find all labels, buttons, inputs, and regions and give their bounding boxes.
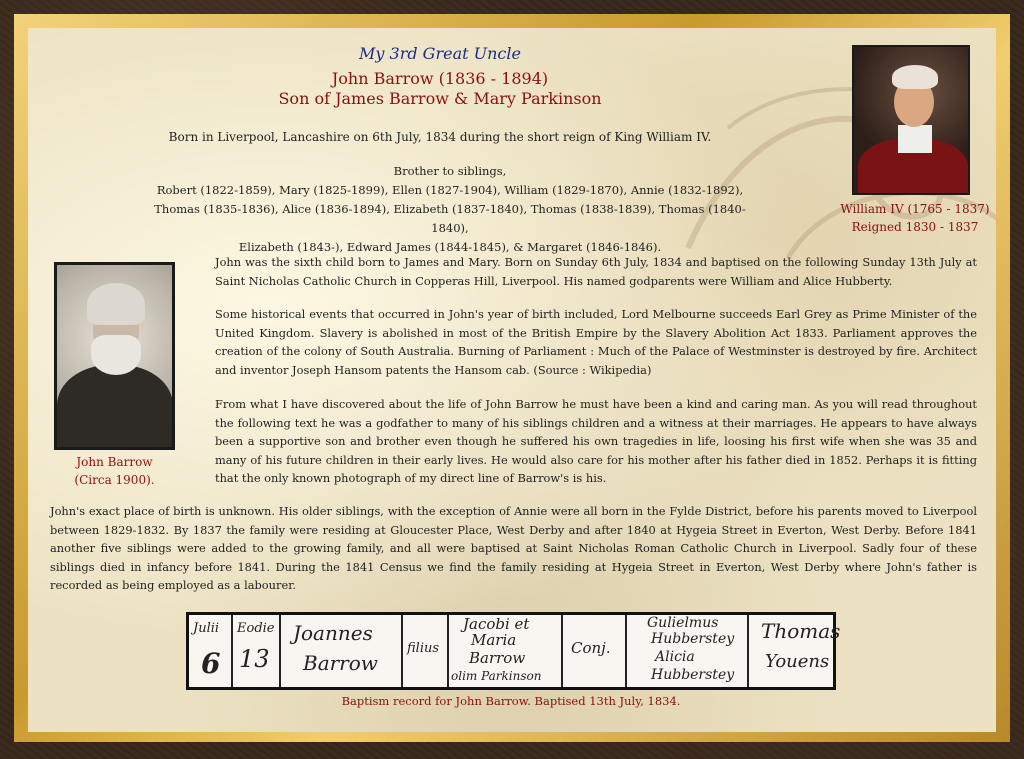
record-baptism-day: 13 (239, 645, 270, 673)
record-godfather-surname: Hubberstey (651, 631, 735, 647)
record-child-name: Joannes (293, 621, 373, 645)
record-mother-maiden: olim Parkinson (451, 669, 542, 683)
record-godmother-surname: Hubberstey (651, 667, 735, 683)
heading-name: John Barrow (1836 - 1894) (331, 69, 549, 88)
siblings-line: Elizabeth (1843-), Edward James (1844-1845), & Margaret (1846-1846). (238, 240, 662, 254)
record-godmother: Alicia (655, 649, 695, 665)
john-barrow-caption (54, 453, 175, 489)
baptism-record-caption: Baptism record for John Barrow. Baptised 13th July, 1834. (341, 694, 681, 708)
siblings-intro: Brother to siblings, (393, 164, 507, 178)
record-father: Jacobi et (463, 615, 530, 633)
record-month: Julii (193, 621, 220, 636)
baptism-record-image (186, 612, 841, 690)
record-filius: filius (407, 641, 440, 656)
john-barrow-photo (54, 262, 175, 450)
paragraph-family-residence: John's exact place of birth is unknown. His older siblings, with the exception of Annie were all born in the Fylde District, before his parents moved to Liverpool between 1829-1832. By 1837 the family were residing at Gloucester Place, West Derby and after 1840 at Hygeia Street in Everton, West Derby. Before 1841 another five siblings were added to the growing family, and all were baptised at Saint Nicholas Roman Catholic Church in Liverpool. Sadly four of these siblings died in infancy before 1841. During the 1841 Census we find the family residing at Hygeia Street in Everton, West Derby where John's father is recorded as being employed as a labourer. (50, 504, 977, 592)
paragraph-character: From what I have discovered about the life of John Barrow he must have been a kind and caring man. As you will read throughout the following text he was a godfather to many of his siblings children and a witness at their marriages. He appears to have always been a supportive son and brother even though he suffered his own tragedies in life, loosing his first wife when she was 35 and many of his future children in their early lives. He would also care for his mother after his father died in 1852. Perhaps it is fitting that the only known photograph of my direct line of Barrow's is his. (215, 397, 977, 485)
birth-statement: Born in Liverpool, Lancashire on 6th July, 1834 during the short reign of King William IV. (168, 130, 712, 144)
paragraph-birth: John was the sixth child born to James and Mary. Born on Sunday 6th July, 1834 and baptised on the following Sunday 13th July at Saint Nicholas Catholic Church in Copperas Hill, Liverpool. His named godparents were William and Alice Hubberty. (215, 255, 977, 288)
record-parents-surname: Barrow (469, 649, 526, 667)
record-godfather: Gulielmus (647, 615, 719, 631)
william-iv-reign: Reigned 1830 - 1837 (851, 220, 979, 234)
record-day-label: Eodie (237, 621, 275, 636)
record-mother: Maria (471, 631, 517, 649)
john-barrow-name: John Barrow (76, 455, 153, 469)
john-barrow-date: (Circa 1900). (74, 473, 155, 487)
paragraph-historical-events: Some historical events that occurred in John's year of birth included, Lord Melbourne succeeds Earl Grey as Prime Minister of the United Kingdom. Slavery is abolished in most of the British Empire by the Slavery Abolition Act 1833. Parliament approves the creation of the colony of South Australia. Burning of Parliament : Much of the Palace of Westminster is destroyed by fire. Architect and inventor Joseph Hansom patents the Hansom cab. (Source : Wikipedia) (215, 307, 977, 377)
record-priest: Thomas (761, 619, 841, 643)
siblings-line: Thomas (1835-1836), Alice (1836-1894), Elizabeth (1837-1840), Thomas (1838-1839), Thomas (1840-1840), (154, 202, 746, 235)
record-conj: Conj. (571, 639, 611, 657)
heading (0, 44, 880, 108)
siblings-list (140, 162, 760, 257)
record-priest-surname: Youens (765, 651, 830, 672)
william-iv-caption (840, 200, 990, 236)
record-child-surname: Barrow (303, 651, 378, 675)
heading-relationship: My 3rd Great Uncle (359, 44, 521, 63)
william-iv-portrait (852, 45, 970, 195)
heading-parents: Son of James Barrow & Mary Parkinson (278, 89, 602, 108)
siblings-line: Robert (1822-1859), Mary (1825-1899), Ellen (1827-1904), William (1829-1870), Annie (1832-1892), (156, 183, 744, 197)
william-iv-name: William IV (1765 - 1837) (840, 202, 990, 216)
record-day: 6 (201, 647, 221, 680)
